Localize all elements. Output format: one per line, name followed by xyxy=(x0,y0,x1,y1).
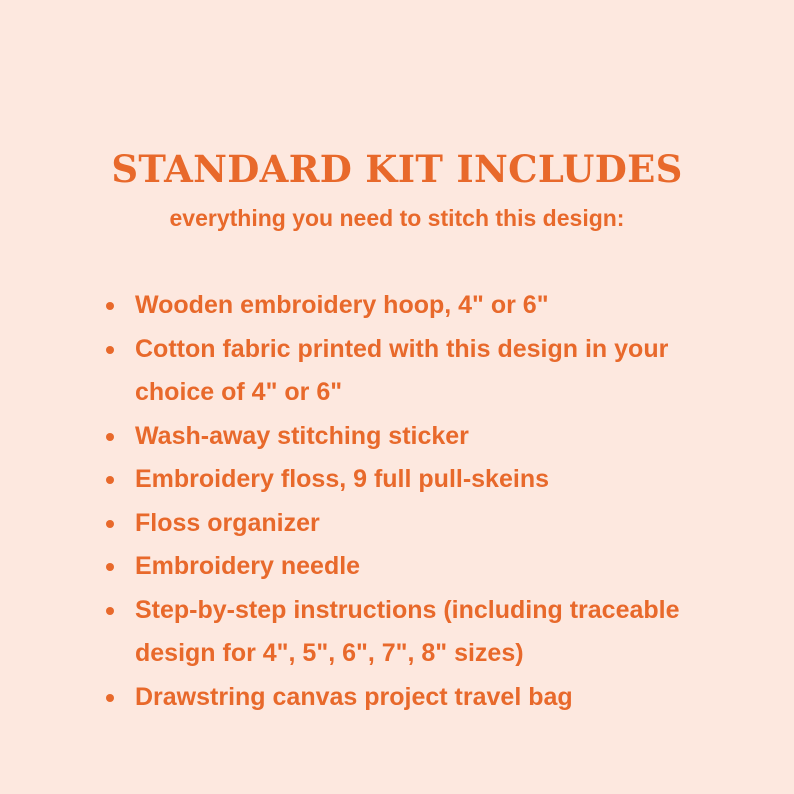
bullet-icon xyxy=(106,607,114,615)
list-item-label: Wooden embroidery hoop, 4" or 6" xyxy=(135,291,549,319)
list-item-label: Embroidery needle xyxy=(135,552,361,580)
bullet-icon xyxy=(106,563,114,571)
page-title: STANDARD KIT INCLUDES xyxy=(111,147,683,191)
bullet-icon xyxy=(106,520,114,528)
bullet-icon xyxy=(106,694,114,702)
list-item-label: Step-by-step instructions (including traceable design for 4", 5", 6", 7", 8" sizes) xyxy=(135,595,680,667)
bullet-icon xyxy=(106,302,114,310)
list-item-label: Embroidery floss, 9 full pull-skeins xyxy=(135,465,549,493)
list-item-label: Floss organizer xyxy=(135,508,320,537)
list-item-label: Cotton fabric printed with this design in your choice of 4" or 6" xyxy=(135,334,669,406)
list-item-label: Wash-away stitching sticker xyxy=(135,421,469,450)
bullet-icon xyxy=(106,346,114,354)
list-item-instructions xyxy=(106,589,746,676)
list-item-sticker xyxy=(106,415,746,459)
kit-contents-list xyxy=(106,284,746,719)
page-subtitle: everything you need to stitch this design: xyxy=(169,205,625,231)
list-item-hoop xyxy=(106,284,746,328)
list-item-bag xyxy=(106,676,746,720)
list-item-label: Drawstring canvas project travel bag xyxy=(135,682,573,711)
bullet-icon xyxy=(106,433,114,441)
bullet-icon xyxy=(106,476,114,484)
list-item-needle xyxy=(106,545,746,589)
list-item-floss xyxy=(106,458,746,502)
list-item-organizer xyxy=(106,502,746,546)
list-item-fabric xyxy=(106,328,746,415)
